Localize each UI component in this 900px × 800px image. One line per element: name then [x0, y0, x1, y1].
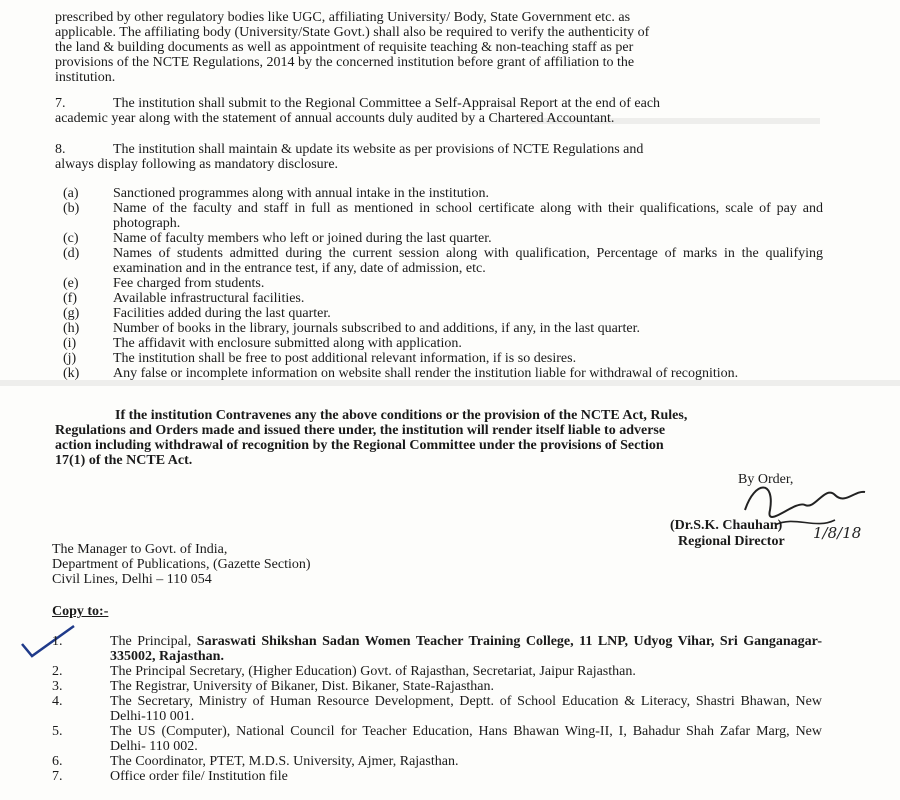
paragraph-text: Regulations and Orders made and issued there under, the institution will render itself liable to adverse [55, 423, 666, 438]
signatory-name: (Dr.S.K. Chauhan) [670, 518, 783, 533]
item-bold-text: Saraswati Shikshan Sadan Women Teacher Training College, 11 LNP, Udyog Vihar, Sri Ganganagar-335002, Rajasthan. [110, 634, 823, 664]
list-item [52, 769, 822, 784]
intro-line: prescribed by other regulatory bodies like UGC, affiliating University/ Body, State Government etc. as [55, 10, 631, 25]
item-label: (c) [63, 231, 79, 246]
list-item [52, 679, 822, 694]
list-item [63, 366, 823, 381]
paragraph-number: 7. [55, 96, 66, 111]
paragraph-7 [55, 96, 815, 126]
item-text: Sanctioned programmes along with annual intake in the institution. [113, 186, 489, 201]
copy-to-heading: Copy to:- [52, 604, 109, 619]
addressee-line: Civil Lines, Delhi – 110 054 [52, 572, 212, 587]
list-item [52, 724, 822, 754]
item-number: 7. [52, 769, 63, 784]
paragraph-text: If the institution Contravenes any the above conditions or the provision of the NCTE Act, Rules, [115, 408, 688, 423]
list-item [63, 201, 823, 231]
item-text: The Coordinator, PTET, M.D.S. University, Ajmer, Rajasthan. [110, 754, 459, 769]
item-label: (k) [63, 366, 80, 381]
item-text: The institution shall be free to post additional relevant information, if is so desires. [113, 351, 577, 366]
item-text: The affidavit with enclosure submitted along with application. [113, 336, 462, 351]
item-label: (d) [63, 246, 80, 261]
item-prefix: The Principal, [110, 634, 197, 649]
item-number: 6. [52, 754, 63, 769]
item-number: 3. [52, 679, 63, 694]
item-text [110, 634, 822, 664]
by-order-label: By Order, [738, 472, 794, 487]
item-label: (j) [63, 351, 77, 366]
contravention-paragraph [55, 408, 817, 468]
item-text: The Registrar, University of Bikaner, Dist. Bikaner, State-Rajasthan. [110, 679, 495, 694]
list-item [63, 321, 823, 336]
list-item [63, 186, 823, 201]
intro-line: applicable. The affiliating body (University/State Govt.) shall also be required to verify the authenticity of [55, 25, 650, 40]
item-label: (a) [63, 186, 79, 201]
item-text: Facilities added during the last quarter. [113, 306, 331, 321]
item-text: Names of students admitted during the current session along with qualification, Percentage of marks in the qualifying examination and in the entrance test, if any, date of admission, etc. [113, 246, 823, 276]
list-item [52, 634, 822, 664]
list-item [63, 276, 823, 291]
item-label: (e) [63, 276, 79, 291]
item-number: 2. [52, 664, 63, 679]
list-item [63, 231, 823, 246]
intro-line: the land & building documents as well as appointment of requisite teaching & non-teaching staff as per [55, 40, 634, 55]
item-label: (h) [63, 321, 80, 336]
addressee-block [52, 542, 452, 587]
copy-to-list [52, 634, 822, 784]
paragraph-text: academic year along with the statement of annual accounts duly audited by a Chartered Accountant. [55, 111, 615, 126]
list-item [63, 351, 823, 366]
item-text: Name of the faculty and staff in full as mentioned in school certificate along with their qualifications, scale of pay and photograph. [113, 201, 823, 231]
list-item [52, 664, 822, 679]
list-item [63, 336, 823, 351]
paragraph-text: 17(1) of the NCTE Act. [55, 453, 193, 468]
addressee-line: The Manager to Govt. of India, [52, 542, 228, 557]
item-label: (g) [63, 306, 80, 321]
intro-paragraph [55, 10, 815, 85]
paragraph-text: The institution shall submit to the Regional Committee a Self-Appraisal Report at the end of each [113, 96, 661, 111]
intro-line: provisions of the NCTE Regulations, 2014 by the concerned institution before grant of affiliation to the [55, 55, 635, 70]
paragraph-number: 8. [55, 142, 66, 157]
signatory-designation: Regional Director [678, 534, 785, 549]
item-number: 5. [52, 724, 63, 739]
item-text: Fee charged from students. [113, 276, 265, 291]
list-item [63, 291, 823, 306]
list-item [52, 694, 822, 724]
item-text: Any false or incomplete information on website shall render the institution liable for withdrawal of recognition. [113, 366, 739, 381]
item-text: The US (Computer), National Council for Teacher Education, Hans Bhawan Wing-II, I, Bahadur Shah Zafar Marg, New Delhi- 110 002. [110, 724, 822, 754]
item-text: Name of faculty members who left or joined during the last quarter. [113, 231, 492, 246]
list-item [63, 246, 823, 276]
item-text: Office order file/ Institution file [110, 769, 288, 784]
intro-line: institution. [55, 70, 116, 85]
item-text: The Principal Secretary, (Higher Education) Govt. of Rajasthan, Secretariat, Jaipur Rajasthan. [110, 664, 636, 679]
svg-text:1/8/18: 1/8/18 [813, 524, 862, 542]
item-text: The Secretary, Ministry of Human Resource Development, Deptt. of School Education & Literacy, Shastri Bhawan, New Delhi-110 001. [110, 694, 822, 724]
item-number: 1. [52, 634, 63, 649]
list-item [63, 306, 823, 321]
paragraph-text: action including withdrawal of recognition by the Regional Committee under the provisions of Section [55, 438, 664, 453]
item-label: (b) [63, 201, 80, 216]
addressee-line: Department of Publications, (Gazette Section) [52, 557, 311, 572]
item-label: (i) [63, 336, 77, 351]
item-label: (f) [63, 291, 77, 306]
paragraph-text: The institution shall maintain & update its website as per provisions of NCTE Regulations and [113, 142, 644, 157]
paragraph-8 [55, 142, 815, 172]
item-text: Available infrastructural facilities. [113, 291, 305, 306]
paragraph-text: always display following as mandatory disclosure. [55, 157, 339, 172]
item-text: Number of books in the library, journals subscribed to and additions, if any, in the last quarter. [113, 321, 640, 336]
item-number: 4. [52, 694, 63, 709]
mandatory-disclosure-list [63, 186, 823, 381]
list-item [52, 754, 822, 769]
